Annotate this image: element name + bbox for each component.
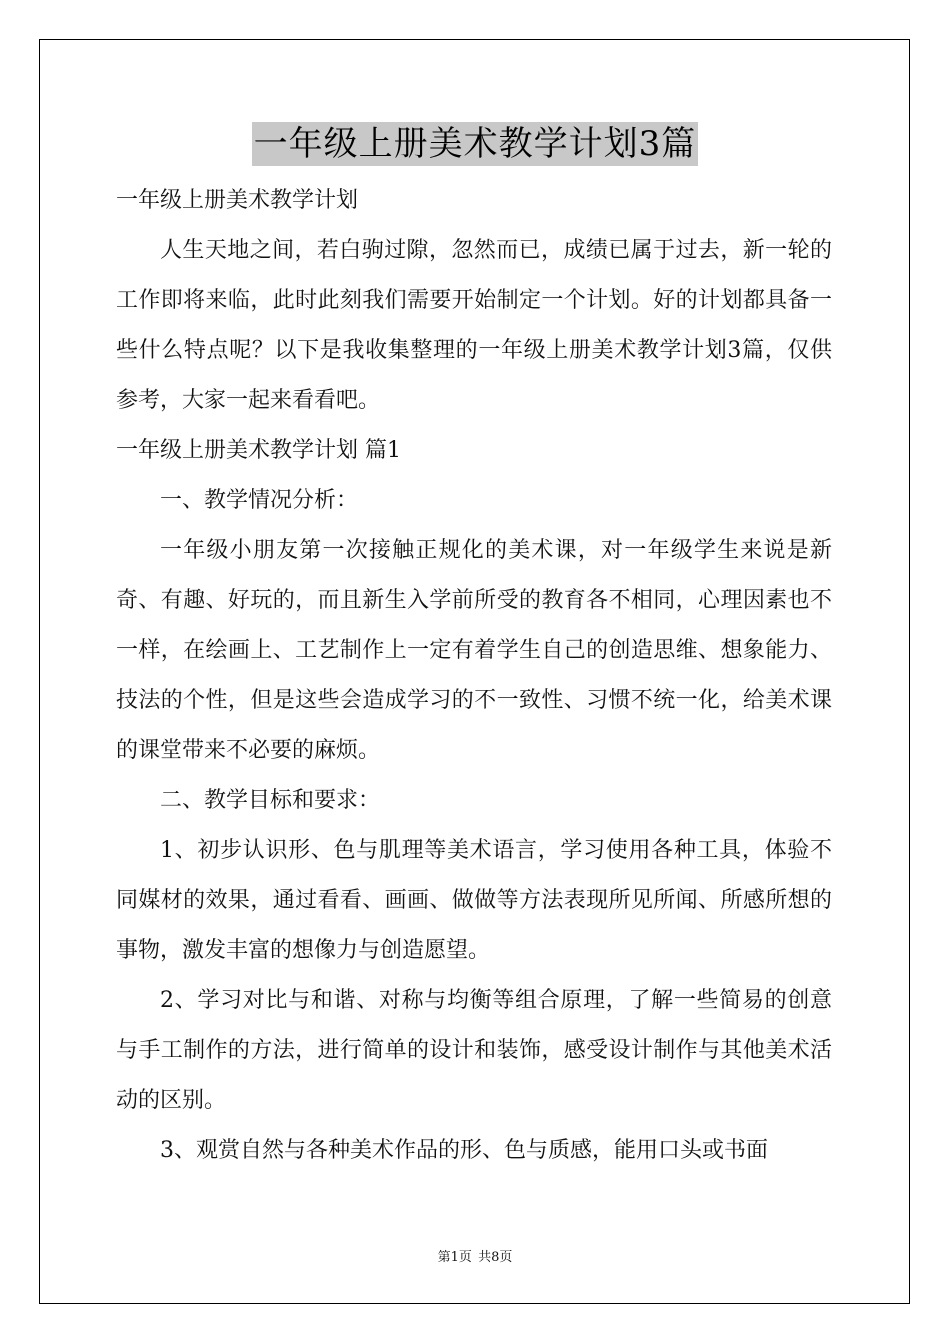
paragraph: 一年级小朋友第一次接触正规化的美术课，对一年级学生来说是新奇、有趣、好玩的，而且新生入学前所受的教育各不相同，心理因素也不一样，在绘画上、工艺制作上一定有着学生自己的创造思维、想象能力、技法的个性，但是这些会造成学习的不一致性、习惯不统一化，给美术课的课堂带来不必要的麻烦。: [116, 538, 832, 763]
paragraph: 人生天地之间，若白驹过隙，忽然而已，成绩已属于过去，新一轮的工作即将来临，此时此刻我们需要开始制定一个计划。好的计划都具备一些什么特点呢？以下是我收集整理的一年级上册美术教学计划3篇，仅供参考，大家一起来看看吧。: [116, 238, 832, 413]
paragraph: 3、观赏自然与各种美术作品的形、色与质感，能用口头或书面: [160, 1138, 768, 1163]
paragraph: 2、学习对比与和谐、对称与均衡等组合原理，了解一些简易的创意与手工制作的方法，进行简单的设计和装饰，感受设计制作与其他美术活动的区别。: [116, 988, 832, 1113]
paragraph: 1、初步认识形、色与肌理等美术语言，学习使用各种工具，体验不同媒材的效果，通过看看、画画、做做等方法表现所见所闻、所感所想的事物，激发丰富的想像力与创造愿望。: [116, 838, 832, 963]
title-container: [0, 122, 950, 166]
document-title: 一年级上册美术教学计划3篇: [253, 124, 697, 164]
section-heading: 一年级上册美术教学计划 篇1: [116, 438, 401, 463]
document-body: [116, 176, 832, 1176]
paragraph: 一、教学情况分析：: [160, 488, 359, 513]
page-number: 第1页: [437, 1250, 472, 1265]
paragraph: 一年级上册美术教学计划: [116, 188, 359, 213]
page-footer: [0, 1246, 950, 1265]
paragraph: 二、教学目标和要求：: [160, 788, 381, 813]
page-total: 共8页: [478, 1250, 513, 1265]
